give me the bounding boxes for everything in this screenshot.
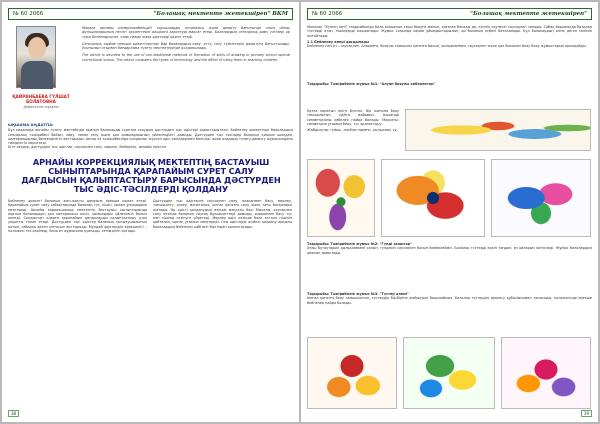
task-3-text: Ылғал қағазға бояу тамшылатып, түстердің бір-біріне жайылуын бақылаймыз. Балалар түстердің араласу құбылысымен танысады, нәтижесінде ерекше бейнелер пайда болады.: [307, 296, 592, 305]
annotation-block: [8, 123, 293, 150]
tree-artwork-image: [307, 337, 397, 409]
task-1-goal: Жабдықтар: гуашь, альбом парағы, қылқалам, су.: [307, 128, 398, 133]
section-subheading: 1.1 Бейнелеу өнері дағдылары: [307, 39, 369, 44]
tree-artwork-image: [403, 337, 495, 409]
task-1-block: [307, 82, 592, 86]
page-number: 38: [8, 410, 19, 417]
body-paragraph: Мысалы: "Күннің көзі" тақырыбында бала алақанын сары бояуға малып, қағазға басады да, күннің сәулесін саусақпен салады. Сабақ барысында балалар түстерді атап, пішіндерді ажыратады. Жұмыс соңында көрме ұйымдастырылып, әр баланың еңбегі бағаланады. Бұл балалардың өзіне деген сенімін нығайтады.: [307, 25, 592, 38]
left-page: [2, 2, 299, 422]
tree-artwork-image: [501, 337, 591, 409]
intro-block: [82, 26, 290, 62]
flower-artwork-image: [491, 159, 591, 237]
body-paragraph: Бейнелеу негізгі – саусақпен. Алақанға, бояулы тамшыны қағазға басып, қылқаламмен, саусақпен және қол басымен бояу бояу жұмыстарын орындайды.: [307, 44, 587, 49]
task-2-block: [307, 242, 592, 255]
flower-artwork-image: [381, 159, 485, 237]
right-page-header: [307, 8, 592, 20]
annotation-heading: ЫҚШАМА АҢДАТПА:: [8, 122, 54, 127]
author-photo-body: [21, 61, 53, 89]
intro-paragraph: Сенсорлық тәрбие ерекше қажеттіліктері бар балалардың көру, есту, сезу түйсіктерін дамытуға бағытталады. Ұсынылып отырған бағдарлама түзету мектептерінде қолданылады.: [82, 41, 290, 51]
task-3-block: [307, 292, 592, 305]
author-name: ҚАЙРАНБАЕВА ГҮЛШАТ БОЛАТОВНА: [12, 94, 70, 104]
intro-paragraph: Мақала арнайы коммуникабельдігі оқушыларды логикалық және дамыту бағытында оның ойлау функцияларының негізгі қасиеттерін ажырата көрсетуді мақсат етеді. Балалардың сенсорлық даму үлгілері әр түрлі болғандықтан, олар тиімді жаңа әдістерді қажет етеді.: [82, 26, 290, 39]
right-text-block: [307, 25, 592, 48]
left-page-header: [8, 8, 293, 20]
task-1-text: Қағаз парағын екіге бүктеп, бір жағына бояу тамшылатып, қайта жабамыз. Ашқанда симметриялы көбелек пайда болады. Мақсаты: симметрия ұғымын беру, түс араластыру.: [307, 109, 399, 126]
task-1-title: Тақырыбы: Тәжірибелік жұмыс №1: "Алуан бояулы көбелектер": [307, 82, 436, 86]
task-2-title: Тақырыбы: Тәжірибелік жұмыс №2: "Гүлді ағаштар": [307, 242, 412, 246]
task-1-text-block: [307, 109, 399, 132]
issue-number: № 60 2066: [13, 11, 44, 17]
page-number: 39: [581, 410, 592, 417]
author-role: Дефектолог-мұғалім: [23, 105, 59, 109]
annotation-text: Бұл мақалада арнайы түзету мектебінде оқитын балаларды суретке салудың дәстүрден тыс әдістері қарастырылған. Бейнелеу әрекетінде балалардың сенсорлық тәжірибесі байып, көру, сипап сезу және қол қимылдарының үйлесімділігі дамиды. Дәстүрден тыс тәсілдер баланың қиялын шыңдап, шығармашылық белсенділігін арттырады. Автор өз тәжірибесінде қолданып жүрген әдіс-тәсілдерімен бөліседі және олардың түзету-дамыту жұмысындағы тиімділігін көрсетеді.: [8, 128, 293, 146]
body-column: Бейнелеу әрекеті баланың жан-жақты дамуына ерекше ықпал етеді. Қарапайым сурет салу сабақтарында балалар түс, пішін, көлем ұғымдарын меңгереді. Арнайы коррекциялық мектептің бастауыш сыныптарында оқитын балалардың қол моторикасы әлсіз, қимылдары үйлесімсіз болып келеді. Сондықтан оларға қарапайым дағдыларды қалыптастыру ұзақ уақытты талап етеді. Дәстүрден тыс әдістер баланың қызығушылығын оятып, сабаққа деген ынтасын арттырады. Мұндай әдістердің ерекшелігі – нәтижесі тез көрінеді, бала өз жұмысына қуанады, сенімділігі артады.: [8, 199, 147, 234]
article-body: [8, 199, 293, 233]
issue-number: № 60 2066: [312, 11, 343, 17]
publication-title: "Болашақ мектепте жетекшіреп" ВКМ: [153, 11, 288, 17]
flower-artwork-image: [307, 159, 375, 237]
intro-paragraph-english: The article is devoted to the use of non-traditional methods of formation of skills of drawing in primary school special correctional school. The article considers the types of technology and the effect of using them in teaching children.: [82, 53, 290, 62]
task-3-title: Тақырыбы: Тәжірибелік жұмыс №3: "Түстер әлемі": [307, 292, 409, 296]
publication-title: "Болашақ мектепте жетекшіреп": [470, 11, 587, 17]
task-2-text: Ағаш бұтақтарын қылқаламмен салып, гүлдерін саусақпен басып бейнелейміз. Балалар түстерді еркін таңдап, өз ойларын жеткізеді. Жұмыс балалардың қиялын дамытады.: [307, 246, 592, 255]
right-page: [301, 2, 598, 422]
author-photo: [16, 26, 56, 88]
butterfly-artwork-image: [405, 109, 591, 151]
author-photo-face: [28, 37, 46, 59]
article-title: АРНАЙЫ КОРРЕКЦИЯЛЫҚ МЕКТЕПТІҢ БАСТАУЫШ СЫНЫПТАРЫНДА ҚАРАПАЙЫМ СУРЕТ САЛУ ДАҒДЫСЫН ҚАЛЫПТАСТЫРУ БАРЫСЫНДА ДӘСТҮРДЕН ТЫС ӘДІС-ТӘСІЛДЕРДІ ҚОЛДАНУ: [21, 157, 281, 194]
annotation-keywords: Кілт сөздер: дәстүрден тыс әдістер, саусақпен салу, мөрлеу, бейнелеу, арнайы мектеп.: [8, 145, 168, 150]
body-column: Дәстүрден тыс әдістерге саусақпен салу, алақанмен басу, мөрлеу, тамшылату, үрлеу, монотипия, ылғал қағазға салу және тағы басқалары жатады. Әр әдісті қолданудың өзіндік мақсаты бар. Мысалы, саусақпен салу кезінде баланың саусақ бұлшықеттері дамиды, алақанмен басу түс пен пішінді сезінуге үйретеді. Мөрлеу әдісі кезінде бала заттың пішінін қайталап, ырғақ ұғымын меңгереді. Осы әдістерді жүйелі қолдану арқылы балалардың бейнелеу қабілеті біртіндеп қалыптасады.: [153, 199, 292, 229]
